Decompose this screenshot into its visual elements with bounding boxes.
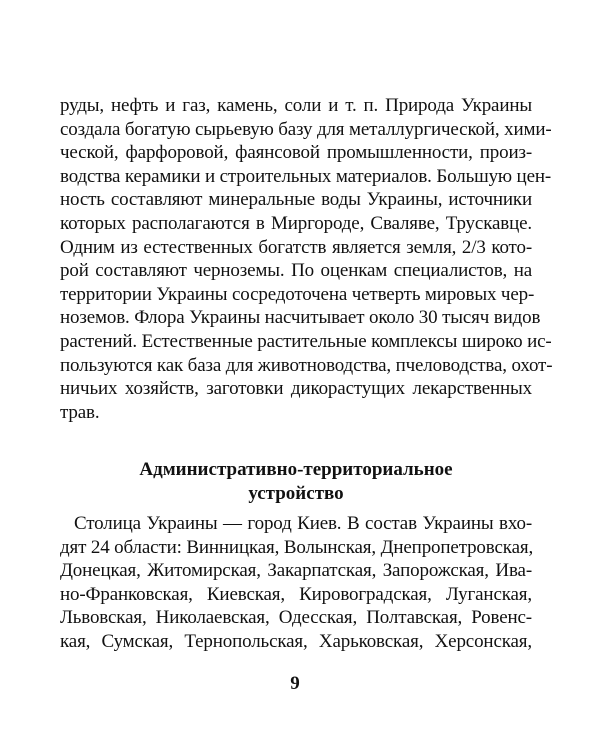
text-line: Одним из естественных богатств является земля, 2/3 кото- xyxy=(60,236,532,258)
text-line: трав. xyxy=(60,401,100,423)
text-line: дят 24 области: Винницкая, Волынская, Днепропетровская, xyxy=(60,536,534,558)
text-line: создала богатую сырьевую базу для металлургической, хими- xyxy=(60,118,552,140)
text-line: территории Украины сосредоточена четверть мировых чер- xyxy=(60,283,535,305)
text-line: растений. Естественные растительные комплексы широко ис- xyxy=(60,330,552,352)
text-line: которых располагаются в Миргороде, Сваляве, Трускавце. xyxy=(60,212,532,234)
text-line: ность составляют минеральные воды Украины, источники xyxy=(60,189,532,211)
text-line: ноземов. Флора Украины насчитывает около 30 тысяч видов xyxy=(60,307,541,329)
text-line: руды, нефть и газ, камень, соли и т. п. Природа Украины xyxy=(60,95,532,116)
text-line: кая, Сумская, Тернопольская, Харьковская, Херсонская, xyxy=(60,630,532,652)
text-line: Донецкая, Житомирская, Закарпатская, Запорожская, Ива- xyxy=(60,560,532,582)
text-line: ничьих хозяйств, заготовки дикорастущих лекарственных xyxy=(60,378,532,400)
text-line: пользуются как база для животноводства, пчеловодства, охот- xyxy=(60,354,553,376)
page-number: 9 xyxy=(290,673,300,694)
body-paragraph-administrative-division xyxy=(60,512,532,654)
heading-line: устройство xyxy=(248,482,344,504)
text-line: ческой, фарфоровой, фаянсовой промышленности, произ- xyxy=(60,142,532,164)
text-line: водства керамики и строительных материалов. Большую цен- xyxy=(60,165,552,187)
heading-line: Административно-территориальное xyxy=(139,459,453,480)
text-line: но-Франковская, Киевская, Кировоградская, Луганская, xyxy=(60,583,532,605)
text-line: Львовская, Николаевская, Одесская, Полтавская, Ровенс- xyxy=(60,607,532,629)
section-heading xyxy=(60,458,532,505)
text-line: Столица Украины — город Киев. В состав Украины вхо- xyxy=(74,513,532,534)
text-line: рой составляют черноземы. По оценкам специалистов, на xyxy=(60,260,532,282)
body-paragraph-natural-resources xyxy=(60,94,553,424)
